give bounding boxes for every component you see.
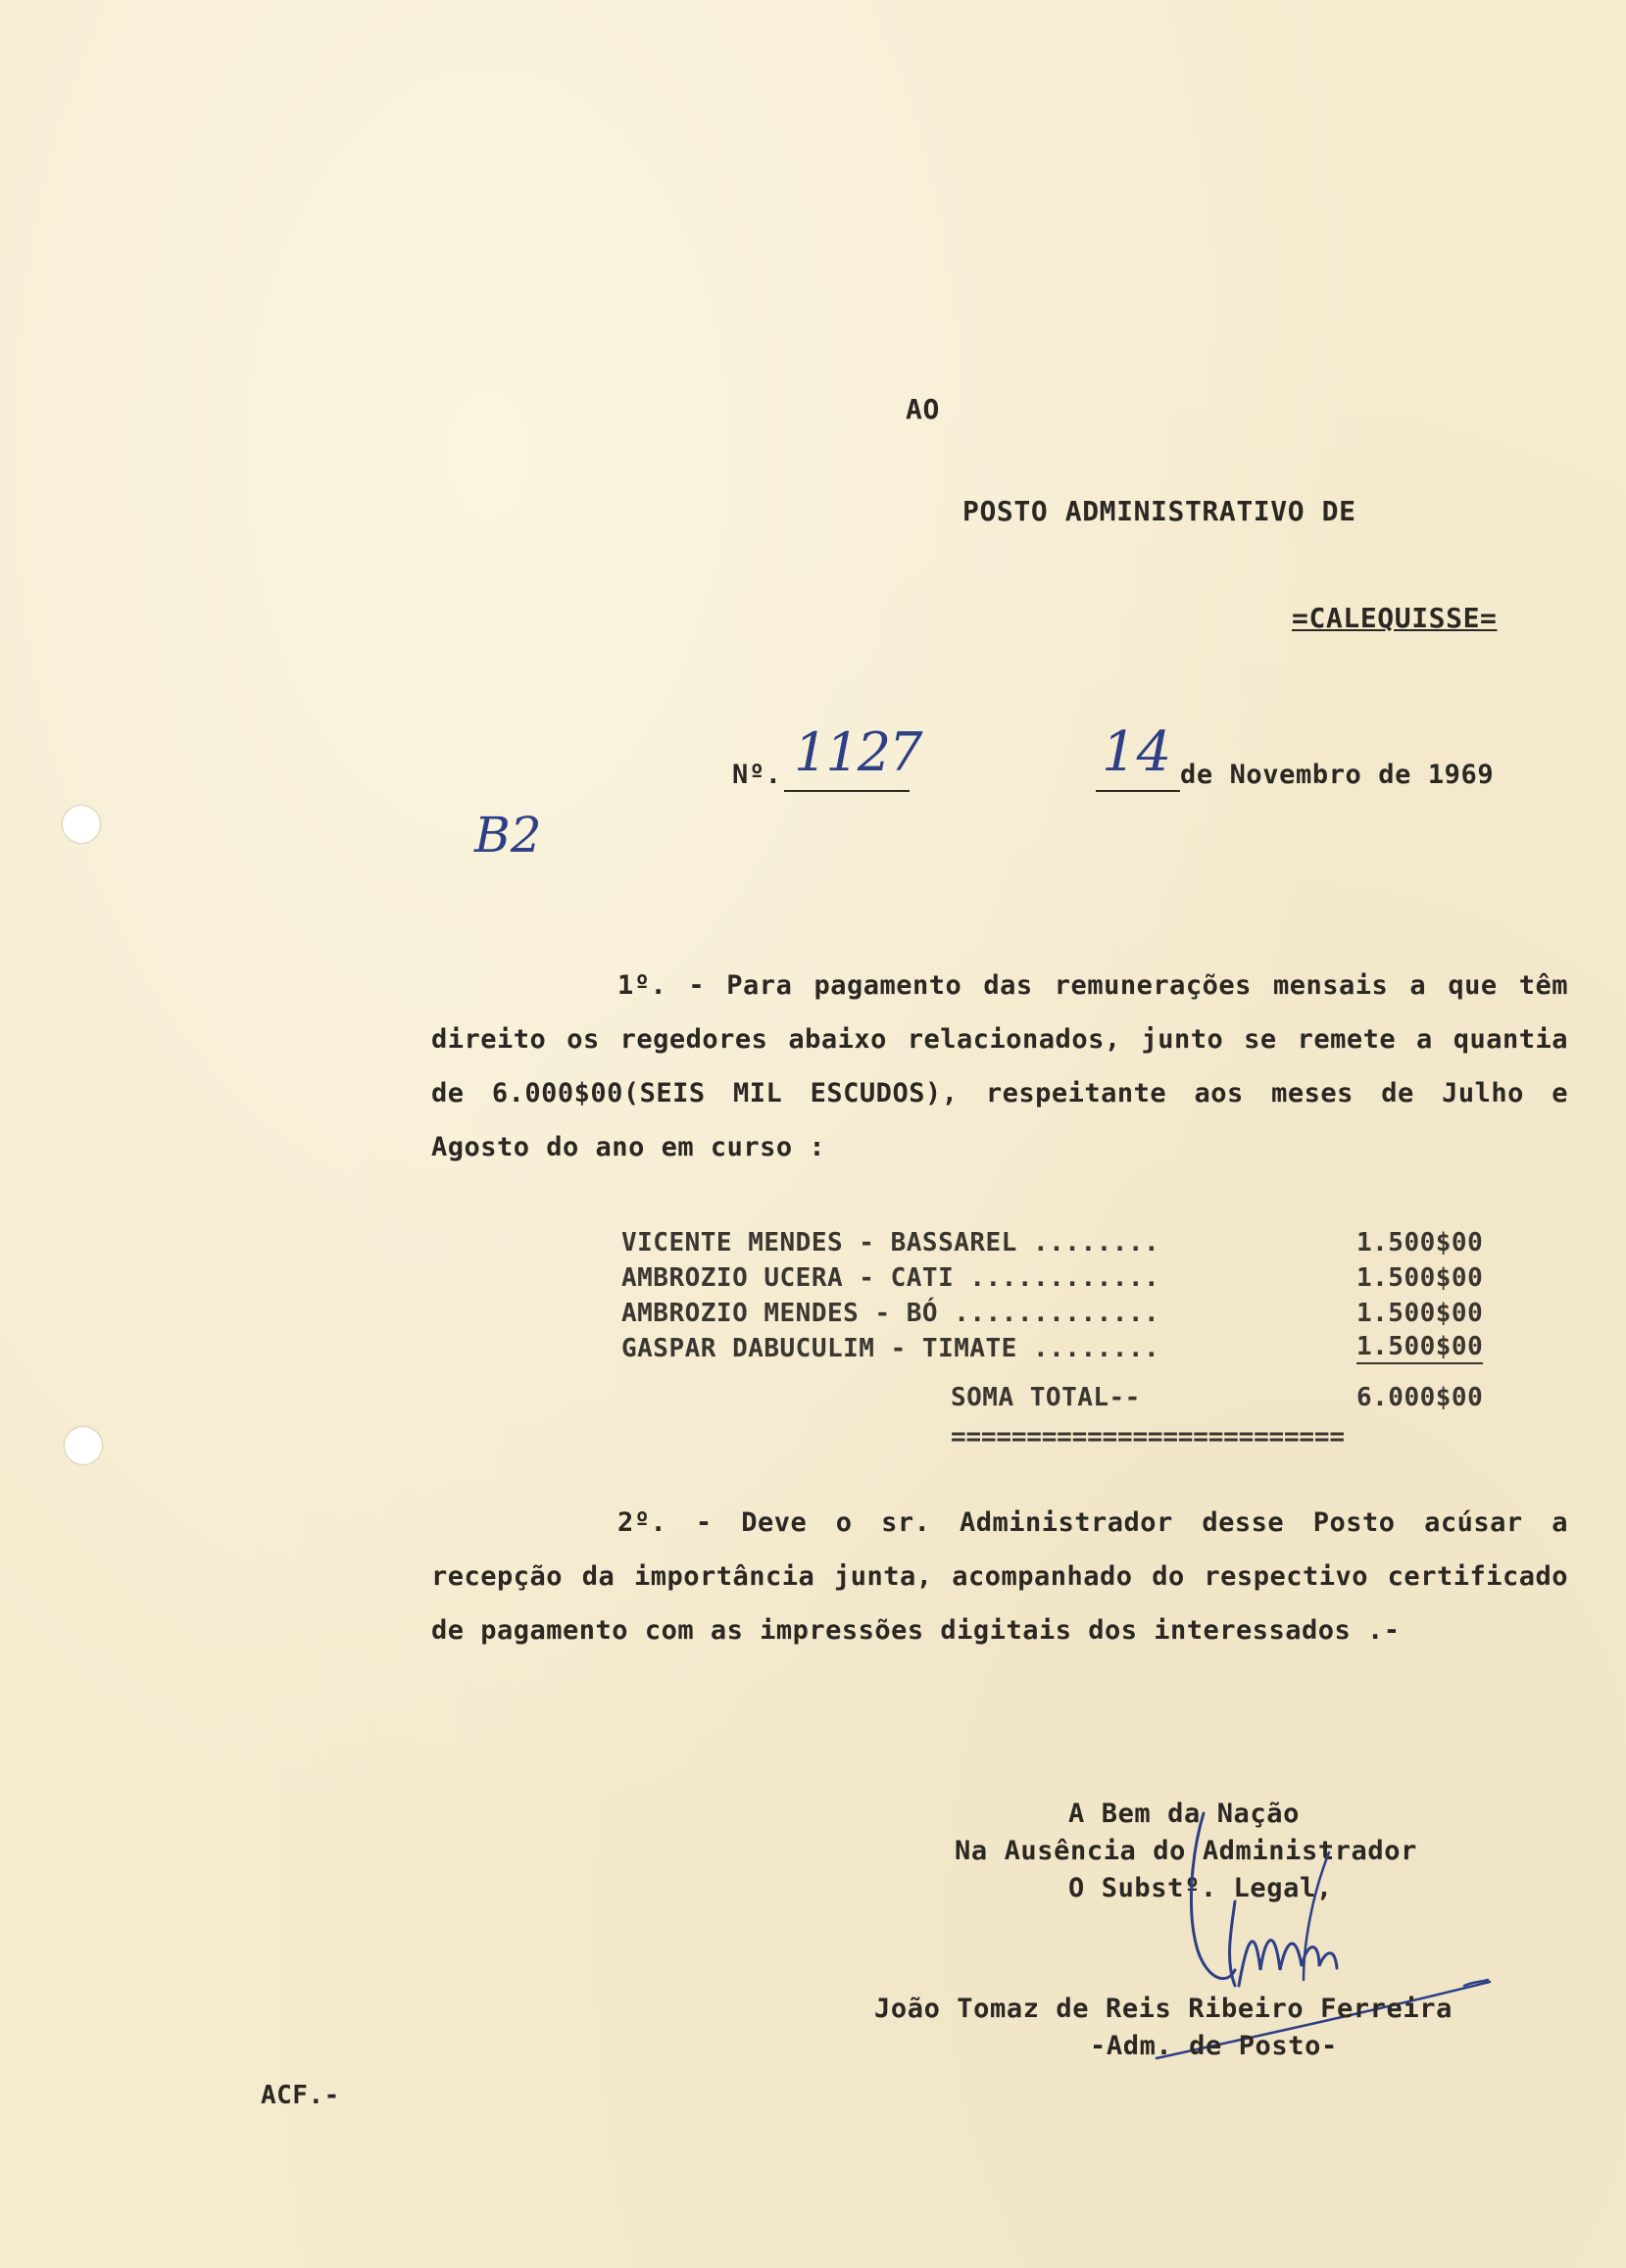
ledger-total-rule-text: ========================== bbox=[951, 1422, 1345, 1452]
signature-handwritten bbox=[1117, 1794, 1529, 2117]
footer-initials: ACF.- bbox=[261, 2081, 340, 2110]
punch-hole-top bbox=[63, 806, 100, 843]
reference-number-label: Nº. bbox=[732, 760, 782, 790]
closing-line-1: A Bem da Nação bbox=[1068, 1799, 1300, 1829]
reference-number-underline bbox=[784, 790, 910, 792]
addressee-posto: POSTO ADMINISTRATIVO DE bbox=[962, 495, 1356, 527]
closing-line-2: Na Ausência do Administrador bbox=[955, 1836, 1417, 1866]
addressee-ao: AO bbox=[906, 393, 940, 425]
ledger-row-amount: 1.500$00 bbox=[1356, 1331, 1483, 1364]
ledger-row-description: AMBROZIO UCERA - CATI ............ bbox=[621, 1263, 1160, 1293]
ledger-total-amount: 6.000$00 bbox=[1356, 1383, 1484, 1412]
reference-day-handwritten: 14 bbox=[1102, 720, 1172, 784]
paragraph-2: 2º. - Deve o sr. Administrador desse Posto acúsar a recepção da importância junta, acompanhado do respectivo certificado de pagamento com as impressões digitais dos interessados .- bbox=[431, 1507, 1568, 1646]
closing-line-3: O Substº. Legal, bbox=[1068, 1873, 1333, 1903]
ledger-row-amount: 1.500$00 bbox=[1356, 1299, 1484, 1328]
reference-day-underline bbox=[1096, 790, 1180, 792]
ledger-row-amount: 1.500$00 bbox=[1356, 1263, 1484, 1293]
reference-date-text: de Novembro de 1969 bbox=[1180, 760, 1495, 790]
punch-hole-bottom bbox=[65, 1427, 102, 1464]
ledger-total-label: SOMA TOTAL-- bbox=[951, 1383, 1141, 1412]
margin-note-handwritten: B2 bbox=[474, 807, 542, 863]
addressee-local: =CALEQUISSE= bbox=[1292, 602, 1498, 634]
ledger-row-description: VICENTE MENDES - BASSAREL ........ bbox=[621, 1228, 1160, 1257]
signatory-title: -Adm. de Posto- bbox=[1090, 2031, 1338, 2061]
paragraph-1: 1º. - Para pagamento das remunerações mensais a que têm direito os regedores abaixo relacionados, junto se remete a quantia de 6.000$00(SEIS MIL ESCUDOS), respeitante aos meses de Julho e Agosto do ano em curso : bbox=[431, 970, 1568, 1162]
signatory-name: João Tomaz de Reis Ribeiro Ferreira bbox=[874, 1994, 1453, 2024]
ledger-row-description: AMBROZIO MENDES - BÓ ............. bbox=[621, 1299, 1160, 1328]
reference-number-handwritten: 1127 bbox=[794, 721, 921, 783]
ledger-row-description: GASPAR DABUCULIM - TIMATE ........ bbox=[621, 1334, 1160, 1363]
ledger-row-amount: 1.500$00 bbox=[1356, 1228, 1484, 1257]
